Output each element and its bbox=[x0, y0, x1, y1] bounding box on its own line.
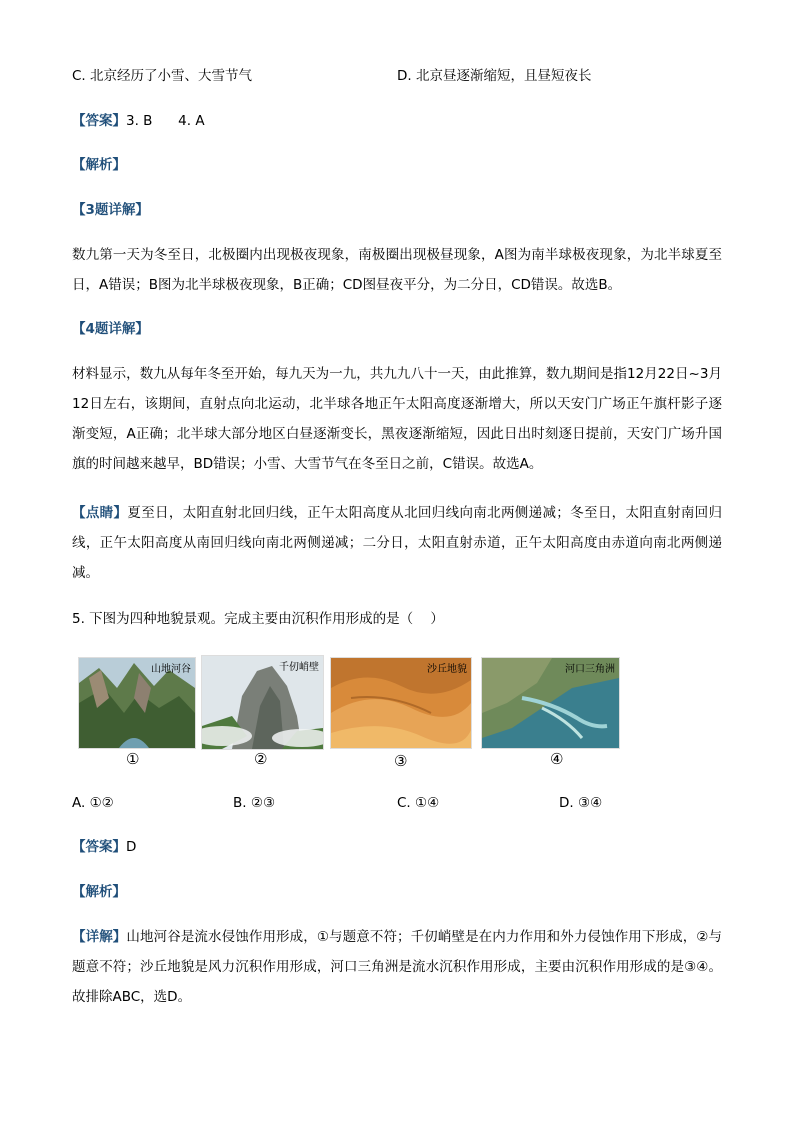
point-tag: 【点睛】 bbox=[72, 505, 128, 521]
image-number-2: ② bbox=[254, 750, 268, 768]
option-b: B. ②③ bbox=[233, 795, 276, 811]
photo-dunes bbox=[330, 657, 472, 749]
option-a: A. ①② bbox=[72, 795, 114, 811]
photo-label: 河口三角洲 bbox=[565, 664, 615, 675]
image-number-1: ① bbox=[126, 750, 140, 768]
photo-cliff bbox=[201, 655, 324, 750]
detail-3-heading: 【3题详解】 bbox=[72, 202, 149, 218]
answer-tag: 【答案】 bbox=[72, 113, 126, 129]
detail-5-text: 山地河谷是流水侵蚀作用形成，①与题意不符；千仞峭壁是在内力作用和外力侵蚀作用下形成，②与题意不符；沙丘地貌是风力沉积作用形成，河口三角洲是流水沉积作用形成，主要由沉积作用形成的是③④。故排除ABC，选D。 bbox=[72, 929, 722, 1005]
option-c-q5: C. ①④ bbox=[397, 795, 440, 811]
point-text: 夏至日，太阳直射北回归线，正午太阳高度从北回归线向南北两侧递减；冬至日，太阳直射南回归线，正午太阳高度从南回归线向南北两侧递减；二分日，太阳直射赤道，正午太阳高度由赤道向南北两侧递减。 bbox=[72, 505, 723, 581]
answer-5 bbox=[72, 837, 136, 857]
option-c: C. 北京经历了小雪、大雪节气 bbox=[72, 68, 253, 84]
image-number-4: ④ bbox=[550, 750, 564, 768]
detail-5-tag: 【详解】 bbox=[72, 929, 127, 945]
photo-delta bbox=[481, 657, 620, 749]
analysis-heading-1: 【解析】 bbox=[72, 157, 126, 173]
photo-label: 千仞峭壁 bbox=[279, 662, 319, 673]
analysis-heading-2: 【解析】 bbox=[72, 884, 126, 900]
detail-3-text: 数九第一天为冬至日，北极圈内出现极夜现象，南极圈出现极昼现象，A图为南半球极夜现象，为北半球夏至日，A错误；B图为北半球极夜现象，B正确；CD图昼夜平分，为二分日，CD错误。故选B。 bbox=[72, 247, 722, 293]
photo-mountain-valley bbox=[78, 657, 196, 749]
answer-text: 3. B 4. A bbox=[126, 113, 205, 129]
option-d: D. 北京昼逐渐缩短，且昼短夜长 bbox=[397, 68, 592, 84]
point-block bbox=[72, 498, 722, 588]
question-5-stem: 5. 下图为四种地貌景观。完成主要由沉积作用形成的是（ ） bbox=[72, 611, 444, 627]
detail-5-block bbox=[72, 922, 722, 1012]
option-d-q5: D. ③④ bbox=[559, 795, 603, 811]
detail-4-text: 材料显示，数九从每年冬至开始，每九天为一九，共九九八十一天，由此推算，数九期间是指12月22日~3月12日左右，该期间，直射点向北运动，北半球各地正午太阳高度逐渐增大，所以天安门广场正午旗杆影子逐渐变短，A正确；北半球大部分地区白昼逐渐变长，黑夜逐渐缩短，因此日出时刻逐日提前，天安门广场升国旗的时间越来越早，BD错误；小雪、大雪节气在冬至日之前，C错误。故选A。 bbox=[72, 366, 722, 472]
detail-4-heading: 【4题详解】 bbox=[72, 321, 149, 337]
answer-tag: 【答案】 bbox=[72, 839, 126, 855]
answer-text: D bbox=[126, 839, 137, 855]
photo-label: 山地河谷 bbox=[151, 664, 191, 675]
photo-label: 沙丘地貌 bbox=[427, 664, 467, 675]
image-number-3: ③ bbox=[394, 752, 408, 770]
answer-3-4 bbox=[72, 111, 205, 131]
